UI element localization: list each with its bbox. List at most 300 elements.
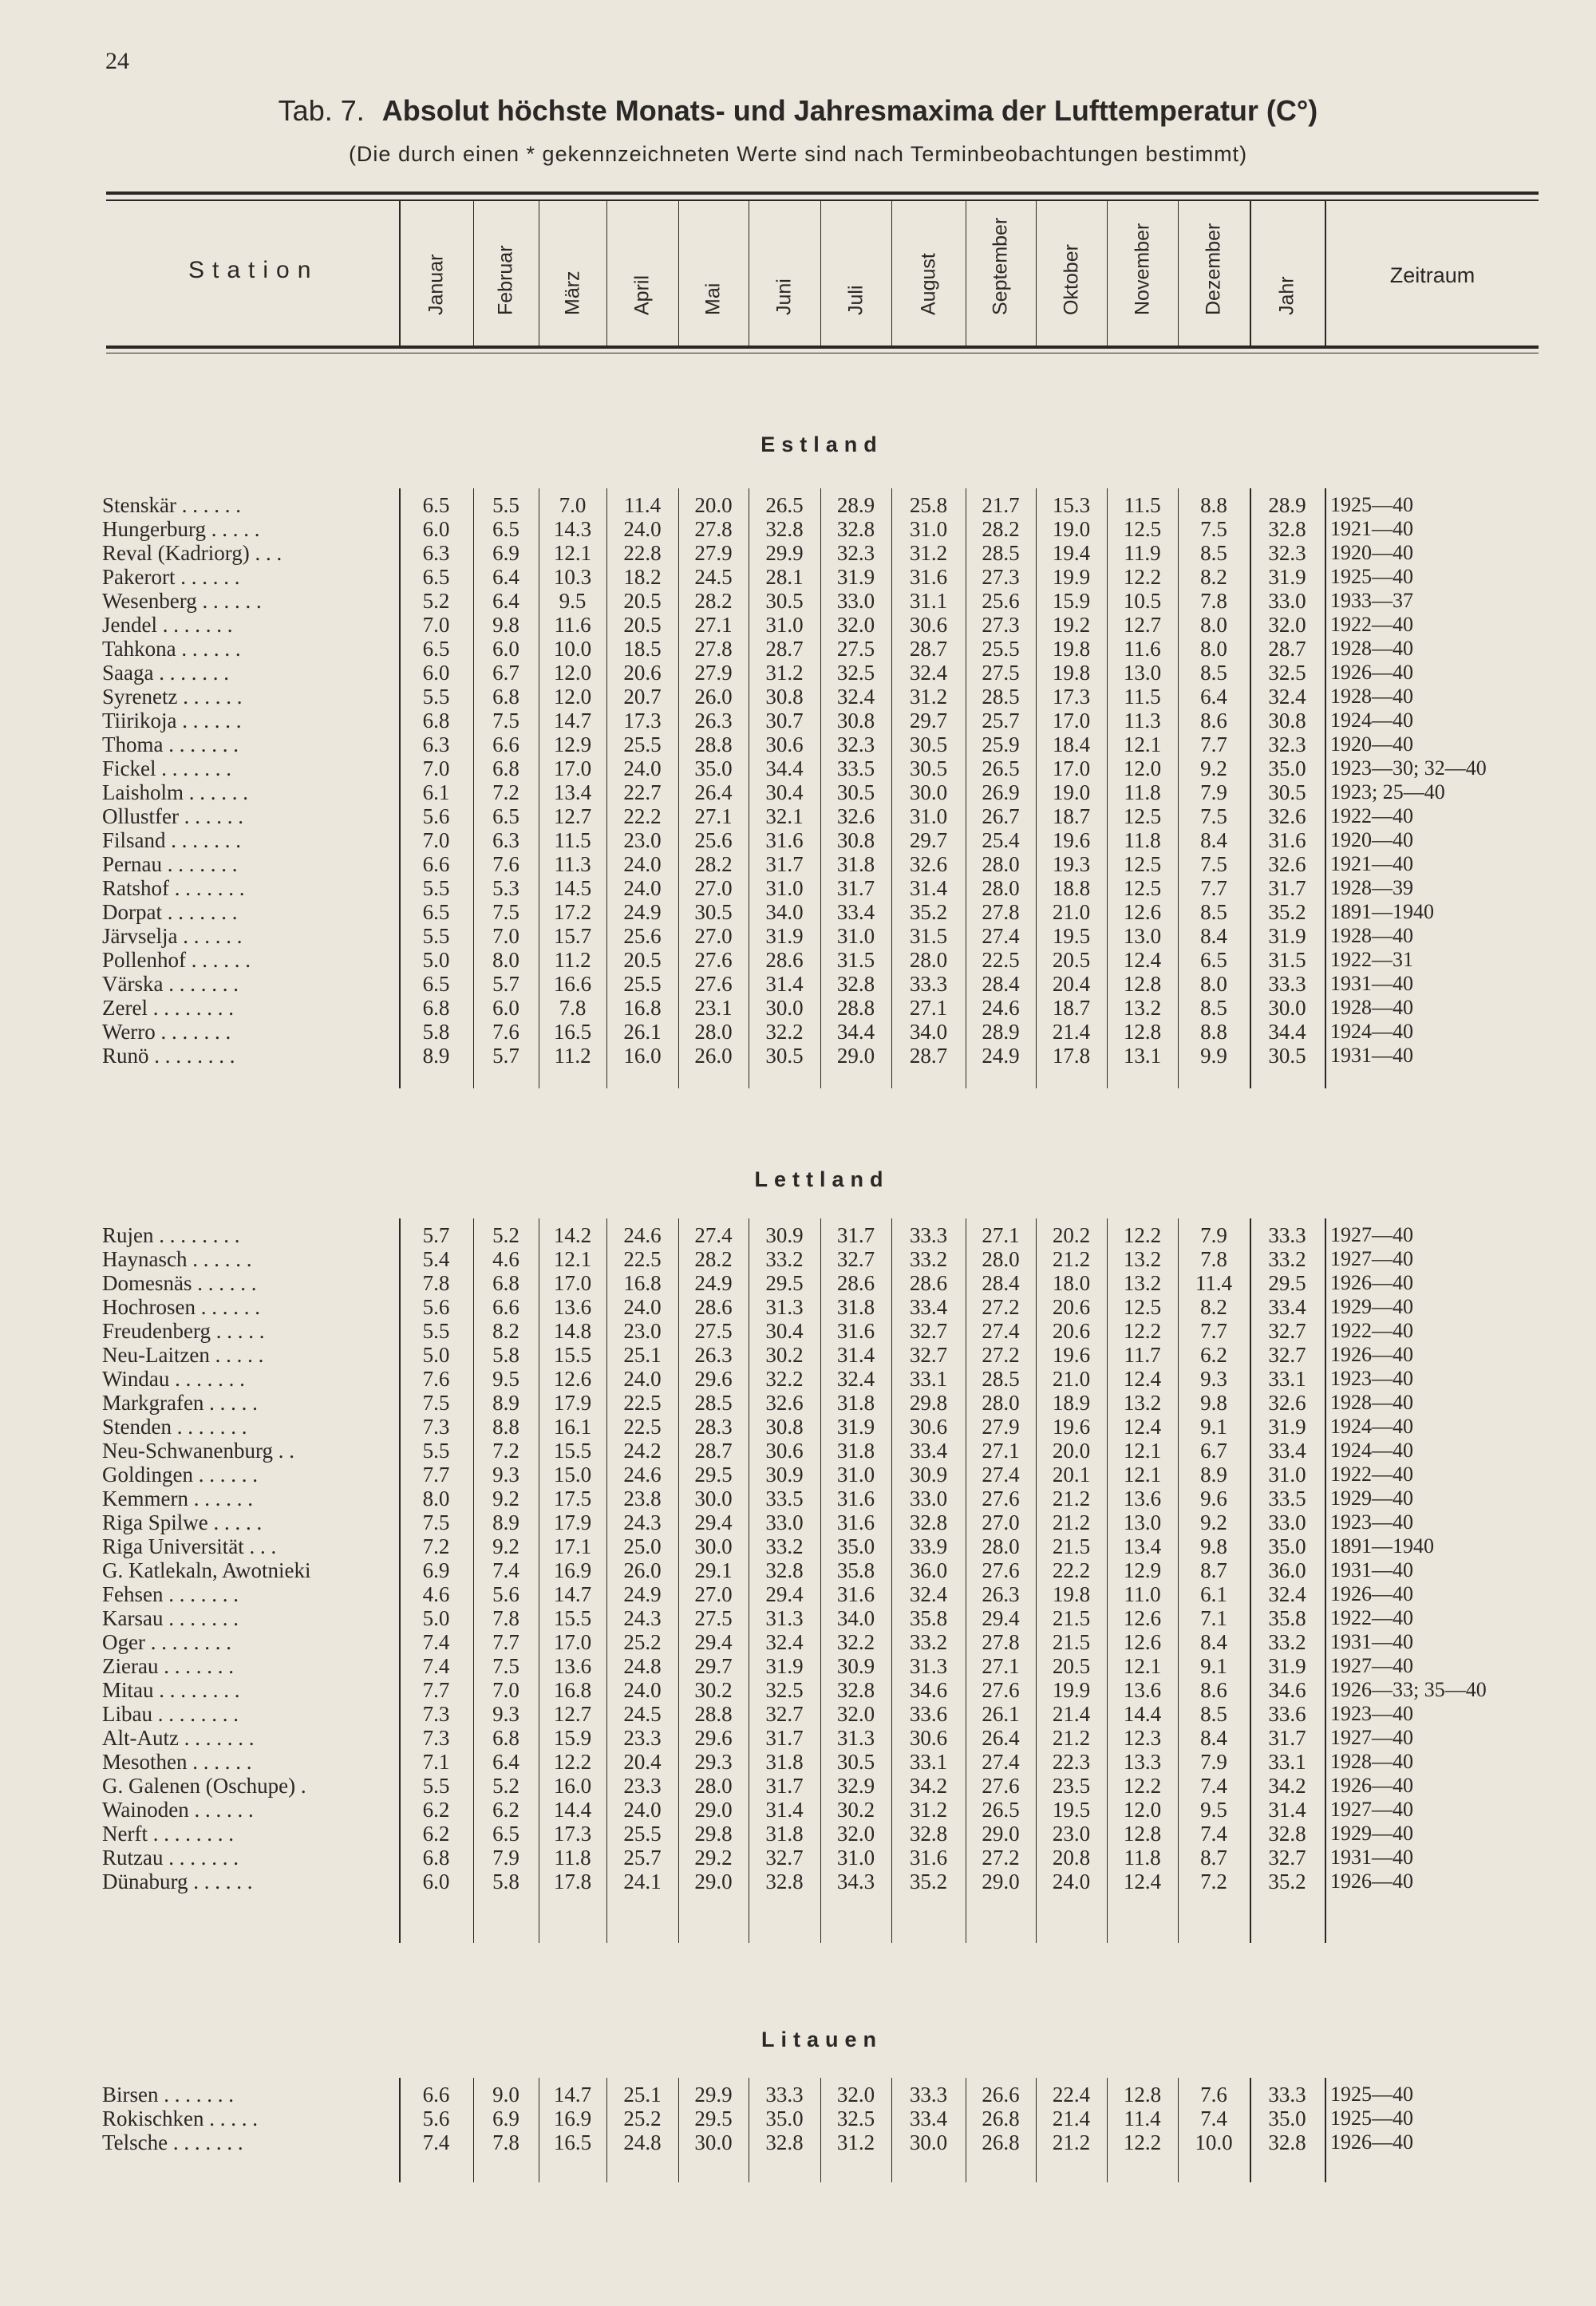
temperature-value: 21.2: [1052, 1510, 1091, 1534]
temperature-value: 32.0: [836, 1822, 875, 1846]
temperature-value: 28.8: [694, 1702, 733, 1726]
temperature-value: 33.3: [909, 972, 948, 996]
temperature-value: 35.2: [1268, 900, 1306, 924]
temperature-value: 8.5: [1200, 661, 1227, 685]
temperature-value: 27.1: [982, 1439, 1020, 1463]
temperature-value: 28.7: [909, 637, 948, 661]
temperature-value: 11.0: [1124, 1582, 1161, 1606]
temperature-value: 6.8: [422, 996, 450, 1020]
temperature-value: 6.1: [422, 780, 450, 804]
temperature-value: 25.1: [623, 1343, 662, 1367]
section-title: Estland: [760, 432, 883, 456]
temperature-value: 32.2: [836, 1630, 875, 1654]
temperature-value: 4.6: [492, 1247, 519, 1271]
temperature-value: 33.5: [836, 756, 875, 780]
temperature-value: 6.6: [422, 852, 450, 876]
temperature-value: 31.9: [1268, 1654, 1306, 1678]
month-header: [820, 206, 891, 342]
period-value: 1929—40: [1330, 1487, 1413, 1510]
station-name: Mesothen . . . . . .: [102, 1750, 252, 1774]
temperature-value: 6.3: [492, 828, 519, 852]
temperature-value: 30.5: [765, 1044, 804, 1068]
station-name: Rutzau . . . . . . .: [102, 1846, 239, 1870]
station-name: Oger . . . . . . . .: [102, 1630, 231, 1654]
temperature-value: 29.5: [1268, 1271, 1306, 1295]
period-value: 1926—40: [1330, 1582, 1413, 1605]
temperature-value: 32.7: [765, 1846, 804, 1870]
temperature-value: 30.5: [694, 900, 733, 924]
temperature-value: 21.4: [1052, 1702, 1091, 1726]
temperature-value: 27.5: [694, 1319, 733, 1343]
temperature-value: 6.6: [422, 2083, 450, 2107]
temperature-value: 32.7: [1268, 1343, 1306, 1367]
temperature-value: 27.5: [982, 661, 1020, 685]
temperature-value: 5.4: [422, 1247, 450, 1271]
station-name: Neu-Schwanenburg . .: [102, 1439, 294, 1463]
table-row: [0, 1558, 1596, 1582]
temperature-value: 25.2: [623, 2107, 662, 2130]
period-value: 1929—40: [1330, 1822, 1413, 1845]
station-name: Tahkona . . . . . .: [102, 637, 241, 661]
temperature-value: 31.7: [836, 1223, 875, 1247]
period-value: 1927—40: [1330, 1654, 1413, 1677]
temperature-value: 26.3: [694, 1343, 733, 1367]
temperature-value: 7.3: [422, 1726, 450, 1750]
temperature-value: 33.2: [909, 1630, 948, 1654]
month-header-label: März: [561, 270, 583, 315]
temperature-value: 31.9: [1268, 565, 1306, 589]
temperature-value: 4.6: [422, 1582, 450, 1606]
temperature-value: 7.4: [492, 1558, 519, 1582]
period-value: 1926—40: [1330, 1271, 1413, 1294]
temperature-value: 33.6: [1268, 1702, 1306, 1726]
temperature-value: 18.7: [1052, 804, 1091, 828]
temperature-value: 9.9: [1200, 1044, 1227, 1068]
temperature-value: 7.5: [1200, 517, 1227, 541]
table-row: [0, 1774, 1596, 1798]
temperature-value: 32.8: [765, 1870, 804, 1893]
temperature-value: 30.9: [836, 1654, 875, 1678]
temperature-value: 33.0: [909, 1487, 948, 1510]
temperature-value: 27.4: [982, 1319, 1020, 1343]
temperature-value: 31.3: [836, 1726, 875, 1750]
station-name: Laisholm . . . . . .: [102, 780, 248, 804]
period-value: 1924—40: [1330, 1020, 1413, 1043]
temperature-value: 26.1: [982, 1702, 1020, 1726]
temperature-value: 12.1: [1123, 1463, 1162, 1487]
temperature-value: 16.0: [553, 1774, 592, 1798]
temperature-value: 5.7: [422, 1223, 450, 1247]
temperature-value: 5.5: [422, 685, 450, 709]
temperature-value: 24.0: [623, 876, 662, 900]
temperature-value: 7.0: [492, 924, 519, 948]
temperature-value: 30.5: [836, 780, 875, 804]
temperature-value: 19.9: [1052, 1678, 1091, 1702]
month-header-label: Januar: [425, 254, 447, 315]
temperature-value: 26.5: [982, 756, 1020, 780]
period-value: 1924—40: [1330, 1439, 1413, 1462]
temperature-value: 31.9: [765, 924, 804, 948]
temperature-value: 25.6: [982, 589, 1020, 613]
temperature-value: 23.3: [623, 1774, 662, 1798]
temperature-value: 30.6: [765, 732, 804, 756]
temperature-value: 30.0: [909, 2130, 948, 2154]
table-row: [0, 1271, 1596, 1295]
temperature-value: 31.2: [836, 2130, 875, 2154]
temperature-value: 17.3: [1052, 685, 1091, 709]
temperature-value: 9.0: [492, 2083, 519, 2107]
temperature-value: 24.2: [623, 1439, 662, 1463]
temperature-value: 7.6: [492, 852, 519, 876]
period-value: 1923—40: [1330, 1510, 1413, 1534]
station-name: Riga Universität . . .: [102, 1534, 277, 1558]
temperature-value: 13.2: [1123, 1271, 1162, 1295]
temperature-value: 32.8: [1268, 2130, 1306, 2154]
temperature-value: 8.9: [422, 1044, 450, 1068]
header-column-separator: [606, 201, 607, 346]
temperature-value: 33.2: [1268, 1630, 1306, 1654]
temperature-value: 6.5: [422, 637, 450, 661]
station-name: G. Galenen (Oschupe) .: [102, 1774, 306, 1798]
temperature-value: 7.8: [492, 2130, 519, 2154]
temperature-value: 34.2: [1268, 1774, 1306, 1798]
period-value: 1922—40: [1330, 804, 1413, 827]
temperature-value: 11.3: [554, 852, 591, 876]
temperature-value: 12.3: [1123, 1726, 1162, 1750]
temperature-value: 6.8: [492, 756, 519, 780]
temperature-value: 16.9: [553, 2107, 592, 2130]
period-value: 1891—1940: [1330, 900, 1434, 923]
temperature-value: 21.5: [1052, 1630, 1091, 1654]
temperature-value: 11.2: [554, 1044, 591, 1068]
temperature-value: 28.8: [694, 732, 733, 756]
period-value: 1922—40: [1330, 1319, 1413, 1342]
station-name: Libau . . . . . . . .: [102, 1702, 239, 1726]
period-value: 1931—40: [1330, 972, 1413, 995]
temperature-value: 33.4: [1268, 1439, 1306, 1463]
temperature-value: 32.7: [909, 1343, 948, 1367]
temperature-value: 8.0: [1200, 637, 1227, 661]
temperature-value: 20.6: [1052, 1295, 1091, 1319]
temperature-value: 28.0: [982, 852, 1020, 876]
temperature-value: 8.0: [422, 1487, 450, 1510]
temperature-value: 12.1: [1123, 1654, 1162, 1678]
temperature-value: 28.0: [909, 948, 948, 972]
temperature-value: 26.4: [982, 1726, 1020, 1750]
temperature-value: 8.4: [1200, 924, 1227, 948]
temperature-value: 15.5: [553, 1439, 592, 1463]
temperature-value: 28.7: [765, 637, 804, 661]
period-value: 1920—40: [1330, 541, 1413, 564]
temperature-value: 34.4: [1268, 1020, 1306, 1044]
temperature-value: 20.0: [694, 493, 733, 517]
temperature-value: 21.2: [1052, 1726, 1091, 1750]
table-row: [0, 2107, 1596, 2130]
temperature-value: 7.4: [422, 1630, 450, 1654]
station-column-header: Station: [188, 257, 319, 283]
temperature-value: 17.2: [553, 900, 592, 924]
temperature-value: 20.5: [1052, 1654, 1091, 1678]
temperature-value: 6.5: [422, 972, 450, 996]
temperature-value: 7.2: [492, 1439, 519, 1463]
temperature-value: 8.5: [1200, 996, 1227, 1020]
temperature-value: 28.2: [694, 1247, 733, 1271]
temperature-value: 12.1: [1123, 732, 1162, 756]
temperature-value: 26.3: [694, 709, 733, 732]
temperature-value: 12.1: [1123, 1439, 1162, 1463]
station-name: Zierau . . . . . . .: [102, 1654, 234, 1678]
temperature-value: 22.4: [1052, 2083, 1091, 2107]
temperature-value: 8.4: [1200, 1726, 1227, 1750]
temperature-value: 31.5: [1268, 948, 1306, 972]
temperature-value: 12.2: [1123, 1223, 1162, 1247]
temperature-value: 16.9: [553, 1558, 592, 1582]
temperature-value: 30.5: [1268, 1044, 1306, 1068]
temperature-value: 16.5: [553, 2130, 592, 2154]
temperature-value: 33.3: [909, 1223, 948, 1247]
temperature-value: 29.0: [836, 1044, 875, 1068]
temperature-value: 32.6: [1268, 804, 1306, 828]
station-name: Ollustfer . . . . . .: [102, 804, 243, 828]
temperature-value: 21.5: [1052, 1606, 1091, 1630]
temperature-value: 11.6: [1124, 637, 1161, 661]
temperature-value: 9.3: [492, 1463, 519, 1487]
temperature-value: 22.8: [623, 541, 662, 565]
temperature-value: 28.9: [982, 1020, 1020, 1044]
temperature-value: 30.0: [909, 780, 948, 804]
temperature-value: 31.3: [765, 1606, 804, 1630]
temperature-value: 31.0: [1268, 1463, 1306, 1487]
month-header: [1250, 206, 1325, 342]
temperature-value: 12.6: [1123, 1606, 1162, 1630]
temperature-value: 6.4: [1200, 685, 1227, 709]
period-value: 1924—40: [1330, 1415, 1413, 1438]
temperature-value: 6.8: [492, 1271, 519, 1295]
table-row: [0, 1247, 1596, 1271]
temperature-value: 21.7: [982, 493, 1020, 517]
temperature-value: 27.4: [982, 1463, 1020, 1487]
station-name: Riga Spilwe . . . . .: [102, 1510, 263, 1534]
temperature-value: 6.3: [422, 732, 450, 756]
temperature-value: 28.0: [982, 1247, 1020, 1271]
temperature-value: 30.2: [765, 1343, 804, 1367]
station-name: Telsche . . . . . . .: [102, 2130, 243, 2154]
temperature-value: 35.0: [1268, 2107, 1306, 2130]
temperature-value: 12.5: [1123, 1295, 1162, 1319]
period-value: 1920—40: [1330, 732, 1413, 756]
temperature-value: 6.2: [422, 1822, 450, 1846]
table-row: [0, 1534, 1596, 1558]
temperature-value: 36.0: [1268, 1558, 1306, 1582]
temperature-value: 30.9: [909, 1463, 948, 1487]
temperature-value: 31.6: [1268, 828, 1306, 852]
temperature-value: 28.6: [765, 948, 804, 972]
temperature-value: 12.0: [553, 685, 592, 709]
temperature-value: 30.5: [765, 589, 804, 613]
temperature-value: 12.5: [1123, 852, 1162, 876]
temperature-value: 6.0: [422, 517, 450, 541]
temperature-value: 19.8: [1052, 637, 1091, 661]
table-main-title: Absolut höchste Monats- und Jahresmaxima der Lufttemperatur (C°): [381, 94, 1318, 127]
station-name: Zerel . . . . . . . .: [102, 996, 234, 1020]
period-value: 1928—39: [1330, 876, 1413, 899]
temperature-value: 7.3: [422, 1415, 450, 1439]
header-column-separator: [1036, 201, 1037, 346]
temperature-value: 27.1: [694, 804, 733, 828]
table-row: [0, 661, 1596, 685]
temperature-value: 27.8: [982, 900, 1020, 924]
temperature-value: 18.4: [1052, 732, 1091, 756]
temperature-value: 12.7: [553, 804, 592, 828]
period-value: 1923; 25—40: [1330, 780, 1445, 804]
period-value: 1927—40: [1330, 1247, 1413, 1270]
temperature-value: 13.6: [553, 1654, 592, 1678]
temperature-value: 33.1: [909, 1367, 948, 1391]
month-header: [539, 206, 606, 342]
temperature-value: 26.0: [694, 1044, 733, 1068]
month-header: [1107, 206, 1178, 342]
temperature-value: 29.4: [765, 1582, 804, 1606]
temperature-value: 32.4: [1268, 1582, 1306, 1606]
temperature-value: 28.5: [982, 541, 1020, 565]
temperature-value: 18.7: [1052, 996, 1091, 1020]
month-header-label: August: [917, 253, 939, 315]
temperature-value: 5.5: [422, 876, 450, 900]
temperature-value: 31.7: [1268, 876, 1306, 900]
temperature-value: 6.4: [492, 589, 519, 613]
temperature-value: 29.6: [694, 1726, 733, 1750]
temperature-value: 33.0: [836, 589, 875, 613]
temperature-value: 26.6: [982, 2083, 1020, 2107]
station-name: Alt-Autz . . . . . . .: [102, 1726, 255, 1750]
temperature-value: 7.2: [492, 780, 519, 804]
temperature-value: 9.2: [492, 1534, 519, 1558]
temperature-value: 8.0: [492, 948, 519, 972]
temperature-value: 30.8: [836, 828, 875, 852]
temperature-value: 32.0: [836, 2083, 875, 2107]
table-row: [0, 1020, 1596, 1044]
temperature-value: 20.7: [623, 685, 662, 709]
temperature-value: 7.8: [422, 1271, 450, 1295]
temperature-value: 6.0: [492, 996, 519, 1020]
temperature-value: 6.5: [492, 1822, 519, 1846]
temperature-value: 5.8: [492, 1870, 519, 1893]
temperature-value: 5.5: [422, 1439, 450, 1463]
temperature-value: 29.5: [694, 2107, 733, 2130]
temperature-value: 6.0: [422, 1870, 450, 1893]
temperature-value: 32.0: [836, 613, 875, 637]
temperature-value: 8.9: [492, 1391, 519, 1415]
temperature-value: 20.1: [1052, 1463, 1091, 1487]
month-header-label: Februar: [494, 245, 517, 315]
temperature-value: 24.3: [623, 1606, 662, 1630]
temperature-value: 9.3: [492, 1702, 519, 1726]
temperature-value: 12.4: [1123, 1367, 1162, 1391]
temperature-value: 22.5: [623, 1391, 662, 1415]
table-row: [0, 996, 1596, 1020]
temperature-value: 13.6: [1123, 1487, 1162, 1510]
temperature-value: 32.6: [1268, 852, 1306, 876]
temperature-value: 29.2: [694, 1846, 733, 1870]
temperature-value: 12.5: [1123, 804, 1162, 828]
period-value: 1923—40: [1330, 1367, 1413, 1390]
temperature-value: 8.4: [1200, 828, 1227, 852]
temperature-value: 28.9: [836, 493, 875, 517]
station-name: Nerft . . . . . . . .: [102, 1822, 234, 1846]
temperature-value: 24.6: [623, 1463, 662, 1487]
temperature-value: 32.1: [765, 804, 804, 828]
temperature-value: 23.0: [623, 1319, 662, 1343]
temperature-value: 19.0: [1052, 517, 1091, 541]
temperature-value: 6.5: [422, 565, 450, 589]
temperature-value: 28.2: [982, 517, 1020, 541]
temperature-value: 30.4: [765, 780, 804, 804]
temperature-value: 31.1: [909, 589, 948, 613]
temperature-value: 8.5: [1200, 1702, 1227, 1726]
temperature-value: 5.3: [492, 876, 519, 900]
temperature-value: 33.2: [1268, 1247, 1306, 1271]
period-value: 1921—40: [1330, 517, 1413, 540]
table-row: [0, 756, 1596, 780]
temperature-value: 30.0: [694, 2130, 733, 2154]
table-row: [0, 637, 1596, 661]
temperature-value: 27.2: [982, 1846, 1020, 1870]
period-value: 1920—40: [1330, 828, 1413, 851]
temperature-value: 24.0: [623, 1798, 662, 1822]
temperature-value: 33.1: [909, 1750, 948, 1774]
temperature-value: 19.4: [1052, 541, 1091, 565]
temperature-value: 31.8: [836, 1391, 875, 1415]
temperature-value: 31.2: [909, 685, 948, 709]
temperature-value: 26.3: [982, 1582, 1020, 1606]
header-column-separator: [399, 201, 401, 346]
temperature-value: 6.0: [422, 661, 450, 685]
temperature-value: 29.6: [694, 1367, 733, 1391]
temperature-value: 31.0: [909, 804, 948, 828]
temperature-value: 26.9: [982, 780, 1020, 804]
temperature-value: 5.0: [422, 1606, 450, 1630]
period-value: 1931—40: [1330, 1558, 1413, 1581]
temperature-value: 11.7: [1124, 1343, 1161, 1367]
temperature-value: 31.2: [909, 1798, 948, 1822]
temperature-value: 28.5: [982, 685, 1020, 709]
temperature-value: 19.8: [1052, 661, 1091, 685]
temperature-value: 23.0: [1052, 1822, 1091, 1846]
temperature-value: 28.3: [694, 1415, 733, 1439]
temperature-value: 28.6: [836, 1271, 875, 1295]
temperature-value: 11.4: [1195, 1271, 1233, 1295]
temperature-value: 6.2: [492, 1798, 519, 1822]
temperature-value: 6.5: [492, 517, 519, 541]
temperature-value: 35.0: [1268, 756, 1306, 780]
temperature-value: 29.8: [694, 1822, 733, 1846]
temperature-value: 28.7: [909, 1044, 948, 1068]
table-row: [0, 565, 1596, 589]
station-name: G. Katlekaln, Awotnieki: [102, 1558, 311, 1582]
temperature-value: 22.3: [1052, 1750, 1091, 1774]
temperature-value: 24.5: [694, 565, 733, 589]
temperature-value: 31.0: [836, 924, 875, 948]
temperature-value: 30.7: [765, 709, 804, 732]
table-row: [0, 924, 1596, 948]
temperature-value: 31.8: [765, 1750, 804, 1774]
temperature-value: 5.6: [492, 1582, 519, 1606]
temperature-value: 12.6: [1123, 900, 1162, 924]
month-header: [1036, 206, 1107, 342]
temperature-value: 11.5: [1124, 685, 1161, 709]
temperature-value: 30.6: [909, 1415, 948, 1439]
temperature-value: 16.6: [553, 972, 592, 996]
